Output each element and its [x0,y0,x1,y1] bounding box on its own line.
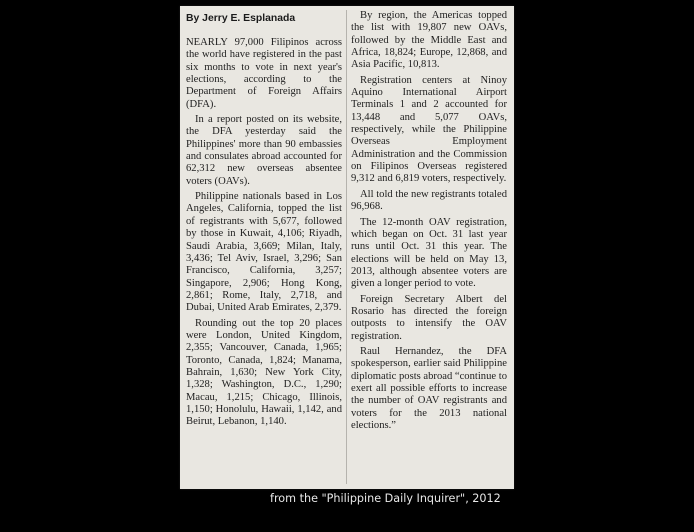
source-caption: from the "Philippine Daily Inquirer", 2012 [270,492,501,505]
article-paragraph: Raul Hernandez, the DFA spokesperson, earlier said Philippine diplomatic posts abroad “continue to exert all possible efforts to increase the number of OAV registrants and voters for the 2013 national elections.” [351,345,507,431]
article-paragraph: Philippine nationals based in Los Angeles, California, topped the list of registrants with 5,677, followed by those in Kuwait, 4,106; Riyadh, Saudi Arabia, 3,669; Milan, Italy, 3,436; Tel Aviv, Israel, 3,296; San Francisco, California, 3,257; Singapore, 2,906; Hong Kong, 2,861; Rome, Italy, 2,718, and Dubai, United Arab Emirates, 2,379. [186,191,342,314]
article-paragraph: All told the new registrants totaled 96,968. [351,188,507,213]
article-paragraph: Registration centers at Ninoy Aquino International Airport Terminals 1 and 2 accounted for 13,448 and 5,077 OAVs, respectively, while the Philippine Overseas Employment Administration and the Commission on Filipinos Overseas registered 9,312 and 6,819 voters, respectively. [351,74,507,185]
article-paragraph: Rounding out the top 20 places were London, United Kingdom, 2,355; Vancouver, Canada, 1,965; Toronto, Canada, 1,824; Manama, Bahrain, 1,630; New York City, 1,328; Washington, D.C., 1,290; Macau, 1,215; Chicago, Illinois, 1,150; Honolulu, Hawaii, 1,142, and Beirut, Lebanon, 1,140. [186,317,342,428]
article-paragraph: By region, the Americas topped the list with 19,807 new OAVs, followed by the Middle East and Africa, 18,824; Europe, 12,868, and Asia Pacific, 10,813. [351,10,507,71]
article-paragraph: The 12-month OAV registration, which began on Oct. 31 last year runs until Oct. 31 this year. The elections will be held on May 13, 2013, although absentee voters are given a longer period to vote. [351,216,507,290]
article-paragraph: NEARLY 97,000 Filipinos across the world have registered in the past six months to vote in next year's elections, according to the Department of Foreign Affairs (DFA). [186,37,342,110]
article-paragraph: In a report posted on its website, the DFA yesterday said the Philippines' more than 90 embassies and consulates abroad accounted for 62,312 new overseas absentee voters (OAVs). [186,114,342,187]
article-paragraph: Foreign Secretary Albert del Rosario has directed the foreign outposts to intensify the OAV registration. [351,293,507,342]
article-right-column [351,10,507,432]
article-left-column [186,10,342,429]
newspaper-clipping [180,6,514,489]
article-byline: By Jerry E. Esplanada [186,13,296,24]
column-divider [346,10,347,484]
